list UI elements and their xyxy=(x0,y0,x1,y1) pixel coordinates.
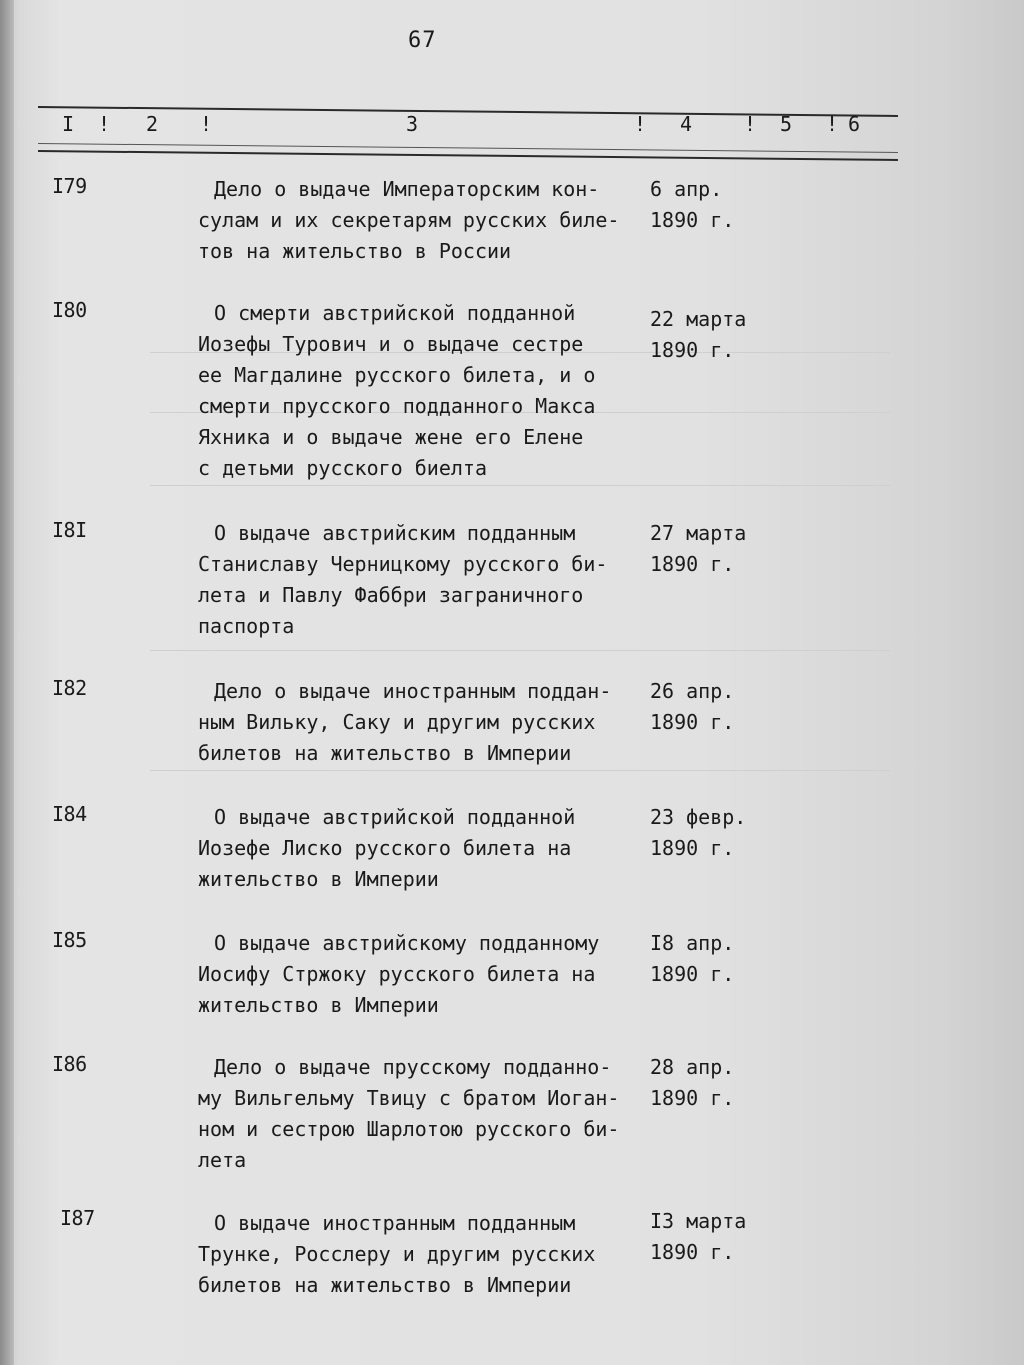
bleed-through-line xyxy=(150,485,890,486)
col-header-sep: ! xyxy=(634,112,647,136)
bleed-through-line xyxy=(150,770,890,771)
entry-description: О выдаче австрийским подданным Станиславу Черницкому русского би- лета и Павлу Фаббри заграничного паспорта xyxy=(198,521,608,638)
col-header-3: 3 xyxy=(406,112,419,136)
entry-description: Дело о выдаче Императорским кон- сулам и их секретарям русских биле- тов на жительство в России xyxy=(198,177,620,263)
entry-date: 6 апр. 1890 г. xyxy=(650,177,735,232)
entry-date: 28 апр. 1890 г. xyxy=(650,1055,735,1110)
entry-number: I80 xyxy=(52,298,87,322)
entry-date: 27 марта 1890 г. xyxy=(650,521,747,576)
col-header-sep: ! xyxy=(98,112,111,136)
col-header-1: I xyxy=(62,112,75,136)
entry-date: 23 февр. 1890 г. xyxy=(650,805,747,860)
entry-description: О выдаче австрийской подданной Иозефе Лиско русского билета на жительство в Империи xyxy=(198,805,576,891)
col-header-sep: ! xyxy=(744,112,757,136)
entry-date: I3 марта 1890 г. xyxy=(650,1209,747,1264)
col-header-sep: ! xyxy=(826,112,839,136)
entry-number: I87 xyxy=(60,1206,95,1230)
col-header-4: 4 xyxy=(680,112,693,136)
page-number: 67 xyxy=(408,28,437,53)
column-headers xyxy=(0,112,1024,142)
entry-date: 26 апр. 1890 г. xyxy=(650,679,735,734)
entry-number: I79 xyxy=(52,174,87,198)
entry-number: I86 xyxy=(52,1052,87,1076)
page-binding xyxy=(0,0,14,1365)
col-header-6: 6 xyxy=(848,112,861,136)
entry-description: Дело о выдаче прусскому подданно- му Вильгельму Твицу с братом Иоган- ном и сестрою Шарлотою русского би- лета xyxy=(198,1055,620,1172)
entry-number: I85 xyxy=(52,928,87,952)
entry-number: I84 xyxy=(52,802,87,826)
entry-description: О смерти австрийской подданной Иозефы Турович и о выдаче сестре ее Магдалине русского билета, и о смерти прусского подданного Макса Яхника и о выдаче жене его Елене с детьми русского биелта xyxy=(198,301,596,480)
entry-date: 22 марта 1890 г. xyxy=(650,307,747,362)
entry-number: I82 xyxy=(52,676,87,700)
entry-description: Дело о выдаче иностранным поддан- ным Вильку, Саку и другим русских билетов на жительство в Империи xyxy=(198,679,612,765)
bleed-through-line xyxy=(150,650,890,651)
entry-description: О выдаче австрийскому подданному Иосифу Стржоку русского билета на жительство в Империи xyxy=(198,931,600,1017)
entry-number: I8I xyxy=(52,518,87,542)
col-header-sep: ! xyxy=(200,112,213,136)
col-header-2: 2 xyxy=(146,112,159,136)
col-header-5: 5 xyxy=(780,112,793,136)
entry-description: О выдаче иностранным подданным Трунке, Росслеру и другим русских билетов на жительство в Империи xyxy=(198,1211,596,1297)
entry-date: I8 апр. 1890 г. xyxy=(650,931,735,986)
